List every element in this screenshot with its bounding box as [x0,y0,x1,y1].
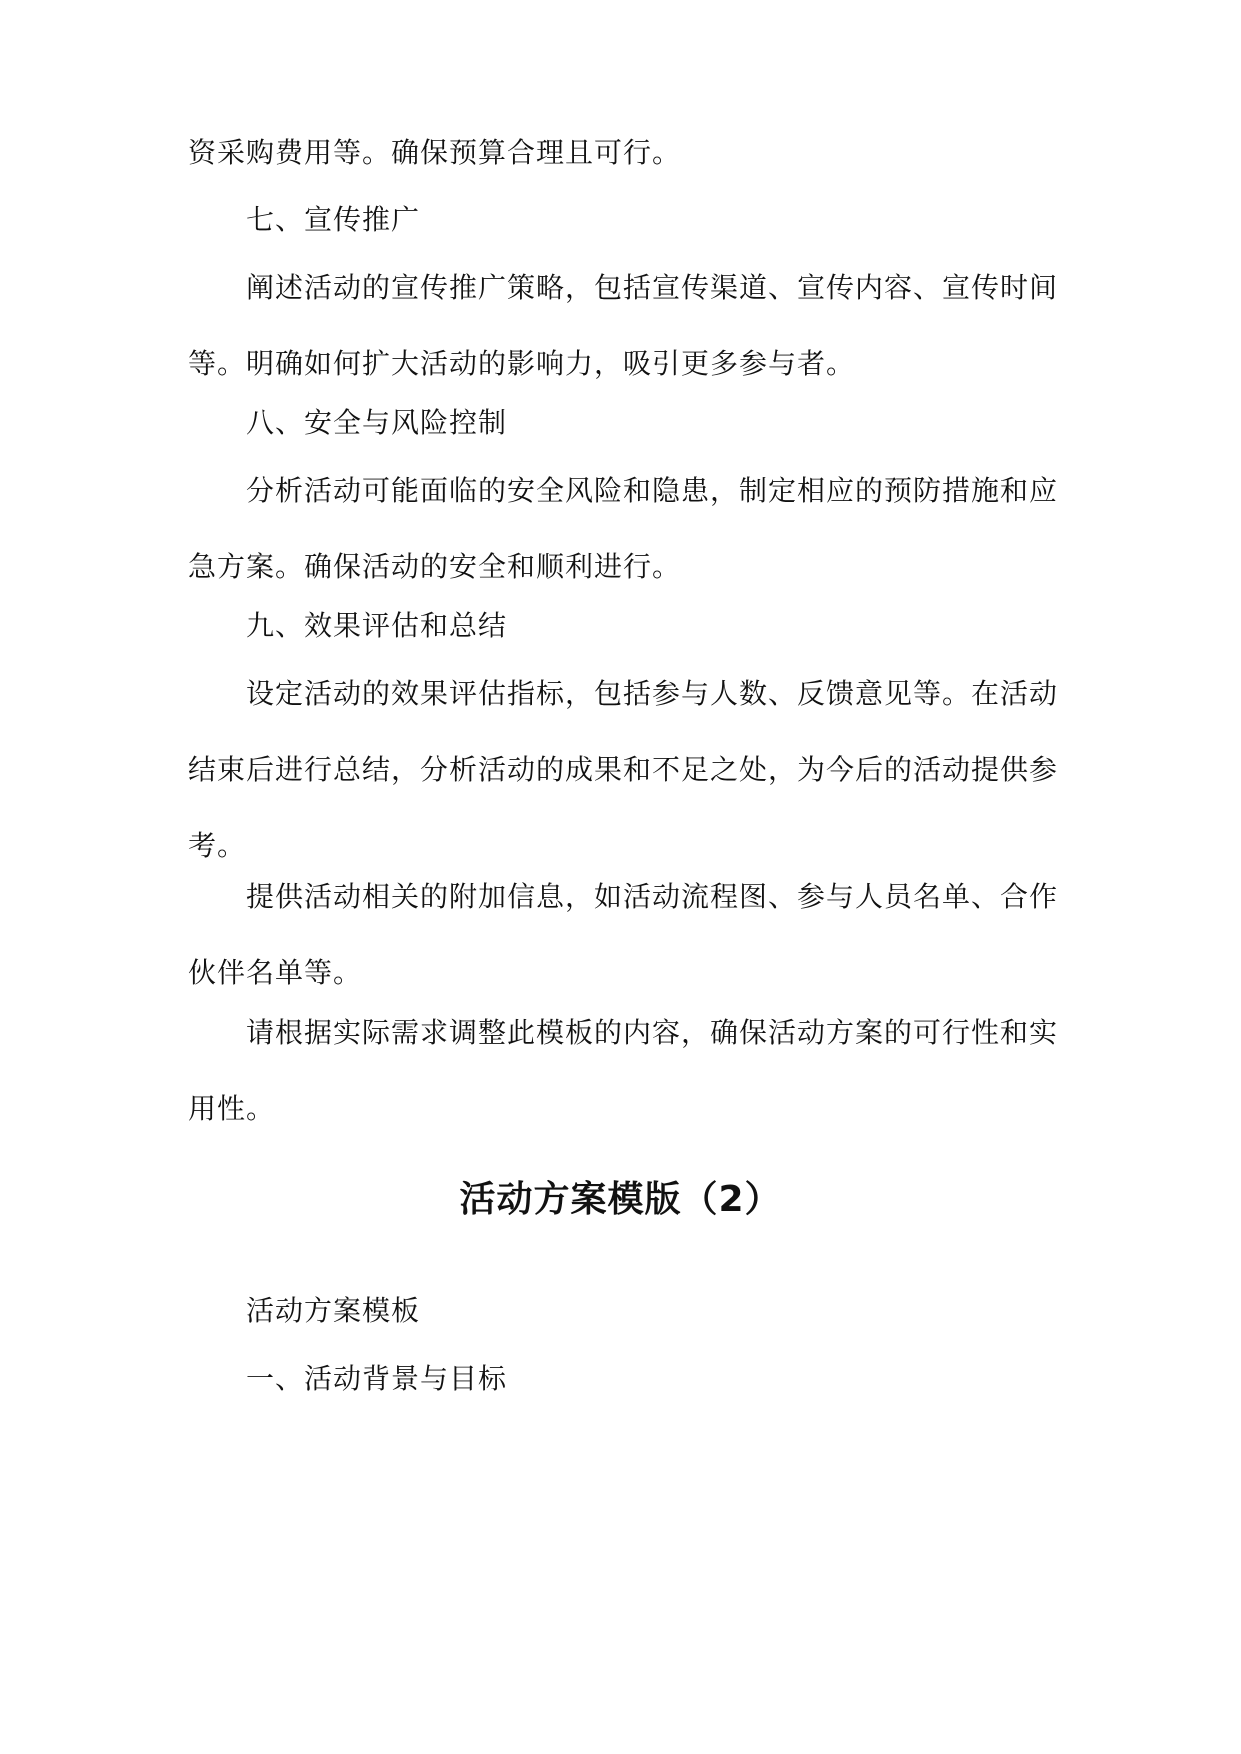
paragraph-evaluation: 设定活动的效果评估指标，包括参与人数、反馈意见等。在活动结束后进行总结，分析活动的成果和不足之处，为今后的活动提供参考。 [188,677,1059,862]
document-title: 活动方案模版（2） [459,1179,782,1220]
paragraph-budget-tail: 资采购费用等。确保预算合理且可行。 [188,136,682,169]
document-subtitle: 活动方案模板 [246,1294,421,1327]
paragraph-additional-info: 提供活动相关的附加信息，如活动流程图、参与人员名单、合作伙伴名单等。 [188,880,1059,989]
section-heading-background: 一、活动背景与目标 [246,1362,508,1395]
section-heading-safety: 八、安全与风险控制 [246,406,508,439]
section-heading-promotion: 七、宣传推广 [246,203,421,236]
section-heading-evaluation: 九、效果评估和总结 [246,609,508,642]
paragraph-safety: 分析活动可能面临的安全风险和隐患，制定相应的预防措施和应急方案。确保活动的安全和顺利进行。 [188,474,1059,583]
paragraph-closing-note: 请根据实际需求调整此模板的内容，确保活动方案的可行性和实用性。 [188,1016,1059,1125]
paragraph-promotion: 阐述活动的宣传推广策略，包括宣传渠道、宣传内容、宣传时间等。明确如何扩大活动的影响力，吸引更多参与者。 [188,271,1059,380]
